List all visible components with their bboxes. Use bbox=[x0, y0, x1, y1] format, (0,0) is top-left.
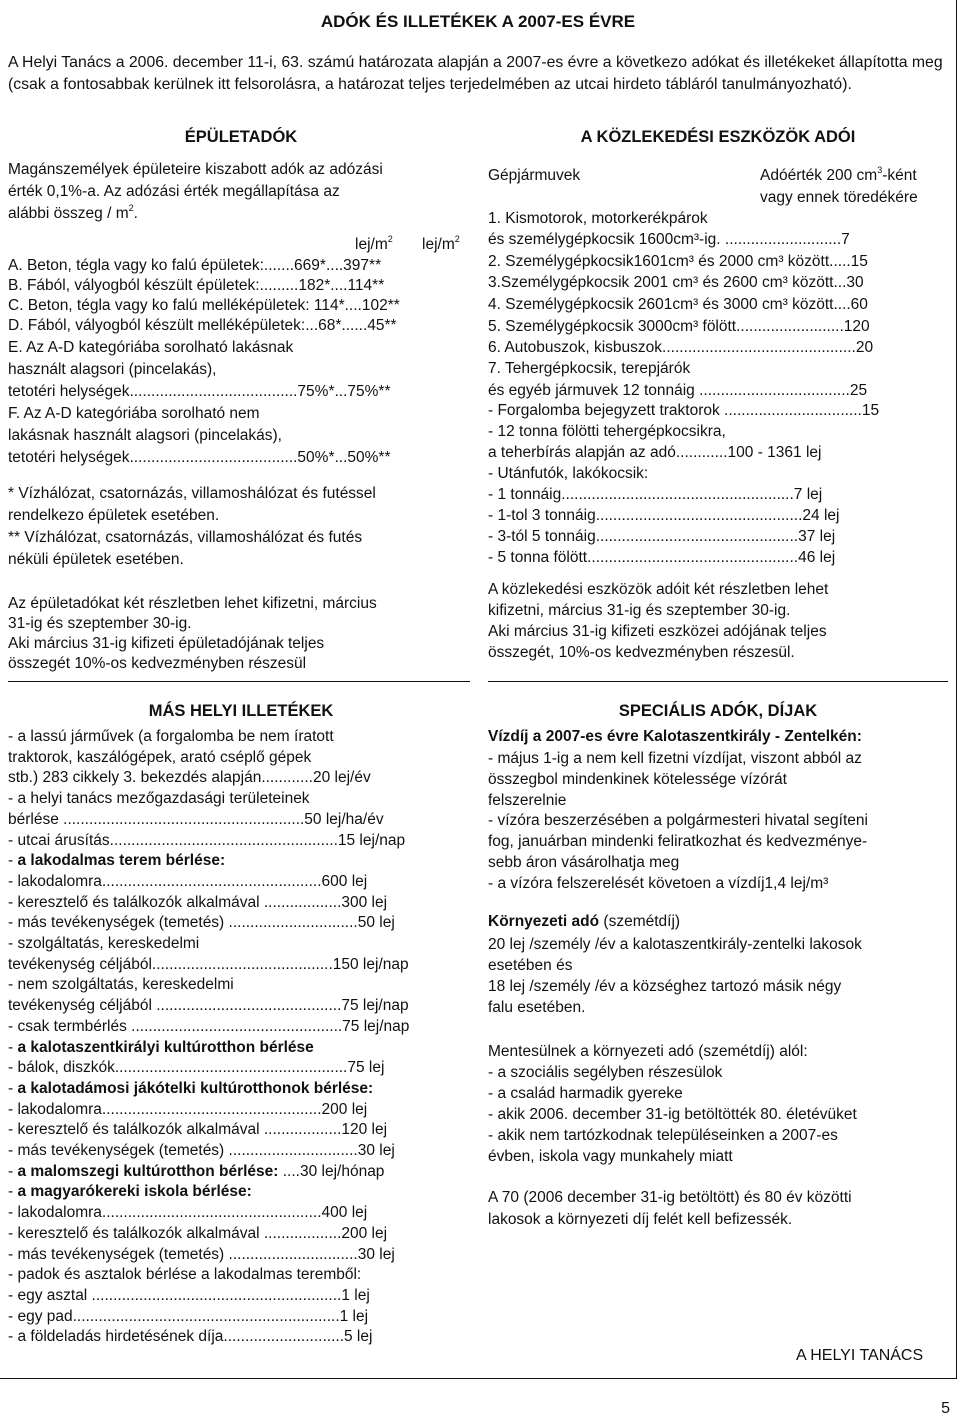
mentes-line: Mentesülnek a környezeti adó (szemétdíj) alól: bbox=[488, 1043, 808, 1060]
fee-row: - szolgáltatás, kereskedelmi bbox=[8, 935, 200, 952]
fee-row: - más tevékenységek (temetés) ..............................50 lej bbox=[8, 914, 395, 932]
mentes-line: - a szociális segélyben részesülok bbox=[488, 1064, 723, 1081]
epuletadok-desc-1: Magánszemélyek épületeire kiszabott adók az adózási bbox=[8, 161, 383, 178]
vehicle-row: - 1-tol 3 tonnáig................................................24 lej bbox=[488, 507, 840, 524]
fee-row: - a kalotaszentkirályi kultúrotthon bérlése bbox=[8, 1038, 314, 1056]
mentes-line: - a család harmadik gyereke bbox=[488, 1085, 683, 1102]
mentes-line: - akik 2006. december 31-ig betöltötték 80. életévüket bbox=[488, 1106, 857, 1123]
unit-header-b: lej/$m^2$ bbox=[422, 234, 460, 253]
payment-line: összegét 10%-os kedvezményben részesül bbox=[8, 655, 307, 672]
vehicle-row: - 12 tonna fölötti tehergépkocsikra, bbox=[488, 423, 726, 440]
final-line: A 70 (2006 december 31-ig betöltött) és 80 év közötti bbox=[488, 1189, 852, 1206]
section-heading-mas-helyi: MÁS HELYI ILLETÉKEK bbox=[148, 702, 334, 720]
epuletadok-desc-3: alábbi összeg / $m^2$. bbox=[8, 203, 138, 222]
gepjarmuvek-label: Gépjármuvek bbox=[488, 167, 581, 184]
fee-row: - más tevékenységek (temetés) ..............................30 lej bbox=[8, 1245, 395, 1263]
mentes-line: - akik nem tartózkodnak településeinken a 2007-es bbox=[488, 1127, 838, 1144]
fee-row: - más tevékenységek (temetés) ..............................30 lej bbox=[8, 1142, 395, 1159]
section-divider bbox=[488, 681, 948, 682]
vizdij-line: összegbol mindenkinek kötelessége vízórát bbox=[488, 770, 787, 788]
section-divider bbox=[8, 681, 470, 682]
vehicle-row: 1. Kismotorok, motorkerékpárok bbox=[488, 210, 708, 227]
vehicle-row: - Utánfutók, lakókocsik: bbox=[488, 465, 649, 482]
epulet-row-d: D. Fából, vályogból készült melléképületek:...68*......45** bbox=[8, 317, 397, 334]
epuletadok-desc-2: érték 0,1%-a. Az adózási érték megállapítása az bbox=[8, 183, 340, 200]
kornyezeti-line: falu esetében. bbox=[488, 999, 586, 1016]
footnote-line: rendelkezo épületek esetében. bbox=[8, 507, 220, 524]
fee-row: traktorok, kaszálógépek, arató cséplő gépek bbox=[8, 748, 312, 766]
section-heading-specialis: SPECIÁLIS ADÓK, DÍJAK bbox=[618, 702, 818, 720]
epulet-row-e2: használt alagsori (pincelakás), bbox=[8, 361, 217, 378]
fee-row: tevékenység céljából..........................................150 lej/nap bbox=[8, 955, 409, 973]
epulet-row-f2: lakásnak használt alagsori (pincelakás), bbox=[8, 427, 282, 444]
epulet-row-e3: tetotéri helységek.......................................75%*...75%** bbox=[8, 383, 391, 400]
vizdij-line: fog, januárban mindenki feliratkozhat és kedvezménye- bbox=[488, 833, 868, 851]
intro-paragraph: A Helyi Tanács a 2006. december 11-i, 63. számú határozata alapján a 2007-es évre a következo adókat és illetékeket állapította meg (csak a fontosabbak kerülnek itt felsorolásra, a határozat teljes terjedelmében az utcai hirdeto tábláról tanulmányozható). bbox=[8, 54, 943, 93]
fee-row: - csak termbérlés .................................................75 lej/nap bbox=[8, 1017, 410, 1035]
payment-line: Az épületadókat két részletben lehet kifizetni, március bbox=[8, 595, 377, 612]
fee-row: - lakodalomra...................................................600 lej bbox=[8, 872, 368, 890]
vehicle-row: - 3-tól 5 tonnáig...............................................37 lej bbox=[488, 528, 836, 545]
vizdij-title: Vízdíj a 2007-es évre Kalotaszentkirály - Zentelkén: bbox=[488, 728, 862, 745]
footnote-line: * Vízhálózat, csatornázás, villamoshálózat és futéssel bbox=[8, 485, 376, 502]
payment-line: Aki március 31-ig kifizeti eszközei adójának teljes bbox=[488, 623, 827, 640]
vehicle-row: és személygépkocsik 1600cm³-ig. ...........................7 bbox=[488, 231, 850, 248]
fee-row: - lakodalomra...................................................400 lej bbox=[8, 1204, 368, 1222]
unit-header-a: lej/$m^2$ bbox=[355, 234, 393, 253]
fee-row: - a magyarókereki iskola bérlése: bbox=[8, 1183, 252, 1201]
epulet-row-f3: tetotéri helységek.......................................50%*...50%** bbox=[8, 449, 391, 466]
payment-line: 31-ig és szeptember 30-ig. bbox=[8, 615, 192, 632]
payment-line: Aki március 31-ig kifizeti épületadójának teljes bbox=[8, 635, 325, 652]
fee-row: - a kalotadámosi jákótelki kultúrotthonok bérlése: bbox=[8, 1079, 374, 1097]
kornyezeti-line: esetében és bbox=[488, 957, 573, 974]
footnote-line: néküli épületek esetében. bbox=[8, 551, 184, 568]
fee-row: stb.) 283 cikkely 3. bekezdés alapján............20 lej/év bbox=[8, 769, 371, 787]
vehicle-row: a teherbírás alapján az adó............100 - 1361 lej bbox=[488, 444, 822, 461]
adoertek-label: Adóérték 200 $cm^3$-ként bbox=[760, 165, 917, 184]
vehicle-row: 4. Személygépkocsik 2601cm³ és 3000 cm³ között....60 bbox=[488, 296, 868, 313]
fee-row: - a helyi tanács mezőgazdasági területeinek bbox=[8, 790, 310, 808]
vehicle-row: 2. Személygépkocsik1601cm³ és 2000 cm³ között.....15 bbox=[488, 253, 868, 270]
vehicle-row: - 1 tonnáig......................................................7 lej bbox=[488, 486, 823, 503]
fee-row: - a lakodalmas terem bérlése: bbox=[8, 852, 226, 870]
vehicle-row: - Forgalomba bejegyzett traktorok ................................15 bbox=[488, 402, 880, 419]
kornyezeti-ado-title: Környezeti adó (szemétdíj) bbox=[488, 913, 681, 930]
vizdij-line: - vízóra beszerzésében a polgármesteri hivatal segíteni bbox=[488, 812, 868, 830]
vehicle-row: 6. Autobuszok, kisbuszok.............................................20 bbox=[488, 339, 874, 356]
fee-row: - keresztelő és találkozók alkalmával ..................200 lej bbox=[8, 1224, 388, 1242]
fee-row: - padok és asztalok bérlése a lakodalmas teremből: bbox=[8, 1266, 362, 1284]
fee-row: - bálok, diszkók......................................................75 lej bbox=[8, 1059, 385, 1077]
mentes-line: évben, iskola vagy munkahely miatt bbox=[488, 1148, 733, 1165]
final-line: lakosok a környezeti díj felét kell befizessék. bbox=[488, 1211, 793, 1228]
fee-row: - egy pad..............................................................1 lej bbox=[8, 1307, 369, 1325]
epulet-row-f1: F. Az A-D kategóriába sorolható nem bbox=[8, 405, 260, 422]
fee-row: - a földeladás hirdetésének díja............................5 lej bbox=[8, 1328, 373, 1346]
fee-row: - keresztelő és találkozók alkalmával ..................120 lej bbox=[8, 1121, 388, 1139]
fee-row: tevékenység céljából ...........................................75 lej/nap bbox=[8, 997, 409, 1015]
page-number: 5 bbox=[941, 1400, 950, 1417]
fee-row: - lakodalomra...................................................200 lej bbox=[8, 1100, 368, 1118]
kornyezeti-line: 18 lej /személy /év a községhez tartozó másik négy bbox=[488, 978, 842, 995]
fee-row: bérlése ........................................................50 lej/ha/év bbox=[8, 810, 384, 828]
payment-line: összegét, 10%-os kedvezményben részesül. bbox=[488, 644, 795, 661]
payment-line: kifizetni, március 31-ig és szeptember 30-ig. bbox=[488, 602, 791, 619]
fee-row: - a malomszegi kultúrotthon bérlése: ....30 lej/hónap bbox=[8, 1162, 385, 1180]
vehicle-row: 5. Személygépkocsik 3000cm³ fölött.........................120 bbox=[488, 318, 870, 335]
vehicle-row: 3.Személygépkocsik 2001 cm³ és 2600 cm³ között...30 bbox=[488, 274, 864, 291]
fee-row: - keresztelő és találkozók alkalmával ..................300 lej bbox=[8, 893, 388, 911]
epulet-row-c: C. Beton, tégla vagy ko falú melléképületek: 114*....102** bbox=[8, 297, 400, 314]
vehicle-row: 7. Tehergépkocsik, terepjárók bbox=[488, 360, 691, 377]
epulet-row-a: A. Beton, tégla vagy ko falú épületek:.......669*....397** bbox=[8, 257, 382, 274]
epulet-row-e1: E. Az A-D kategóriába sorolható lakásnak bbox=[8, 339, 294, 356]
fee-row: - a lassú járművek (a forgalomba be nem íratott bbox=[8, 728, 334, 745]
fee-row: - egy asztal ..........................................................1 lej bbox=[8, 1286, 370, 1304]
adoertek-label-2: vagy ennek töredékére bbox=[760, 189, 918, 206]
section-heading-epuletadok: ÉPÜLETADÓK bbox=[184, 128, 298, 146]
footnote-line: ** Vízhálózat, csatornázás, villamoshálózat és futés bbox=[8, 529, 363, 546]
vizdij-line: - a vízóra felszerelését követoen a vízdíj1,4 lej/m³ bbox=[488, 874, 829, 892]
vehicle-row: és egyéb jármuvek 12 tonnáig ...................................25 bbox=[488, 382, 868, 399]
vehicle-row: - 5 tonna fölött.................................................46 lej bbox=[488, 549, 836, 566]
fee-row: - nem szolgáltatás, kereskedelmi bbox=[8, 976, 234, 994]
payment-line: A közlekedési eszközök adóit két részletben lehet bbox=[488, 581, 829, 598]
fee-row: - utcai árusítás.....................................................15 lej/nap bbox=[8, 831, 406, 849]
vizdij-line: felszerelnie bbox=[488, 791, 567, 809]
signature: A HELYI TANÁCS bbox=[796, 1347, 924, 1364]
vizdij-line: sebb áron vásárolhatja meg bbox=[488, 854, 680, 871]
document-title: ADÓK ÉS ILLETÉKEK A 2007-ES ÉVRE bbox=[320, 12, 636, 31]
section-heading-kozlekedes: A KÖZLEKEDÉSI ESZKÖZÖK ADÓI bbox=[580, 128, 856, 146]
kornyezeti-line: 20 lej /személy /év a kalotaszentkirály-zentelki lakosok bbox=[488, 936, 862, 953]
vizdij-line: - május 1-ig a nem kell fizetni vízdíjat, viszont abból az bbox=[488, 750, 862, 767]
epulet-row-b: B. Fából, vályogból készült épületek:.........182*....114** bbox=[8, 277, 385, 294]
